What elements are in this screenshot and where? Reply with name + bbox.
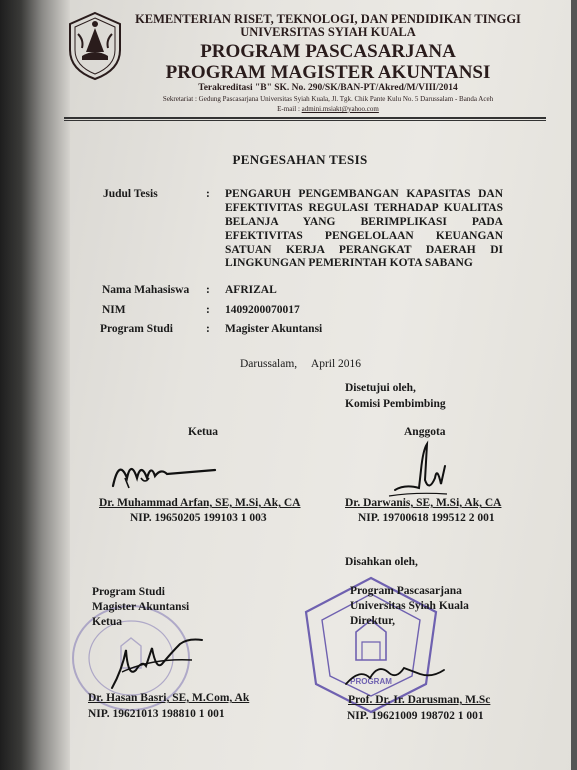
ratified-by: Disahkan oleh, xyxy=(345,556,418,568)
email-label: E-mail : xyxy=(277,105,302,113)
judul-line-6: LINGKUNGAN PEMERINTAH KOTA SABANG xyxy=(225,257,473,269)
page-edge xyxy=(571,0,577,770)
program-name: PROGRAM PASCASARJANA xyxy=(200,41,456,62)
prodi-colon: : xyxy=(206,323,210,335)
prodi-title-1: Program Studi xyxy=(92,586,165,598)
study-program-name: PROGRAM MAGISTER AKUNTANSI xyxy=(165,62,491,83)
judul-line-2: EFEKTIVITAS REGULASI TERHADAP KUALITAS xyxy=(225,202,503,214)
judul-line-4: EFEKTIVITAS PENGELOLAAN KEUANGAN xyxy=(225,230,503,242)
secretariat-address: Sekretariat : Gedung Pascasarjana Universitas Syiah Kuala, Jl. Tgk. Chik Pante Kulu No. 5 Darussalam - Banda Aceh xyxy=(162,95,494,103)
anggota-name: Dr. Darwanis, SE, M.Si, Ak, CA xyxy=(345,497,502,509)
nama-value: AFRIZAL xyxy=(225,284,277,296)
pasca-title-3: Direktur, xyxy=(350,615,396,627)
judul-label: Judul Tesis xyxy=(103,188,158,200)
email-line xyxy=(116,105,540,113)
nim-label: NIM xyxy=(102,304,126,316)
director-nip: NIP. 19621009 198702 1 001 xyxy=(347,710,484,722)
email-value: admini.msiakt@yahoo.com xyxy=(301,105,379,113)
director-name: Prof. Dr. Ir. Darusman, M.Sc xyxy=(348,694,491,706)
prodi-head-name: Dr. Hasan Basri, SE, M.Com, Ak xyxy=(88,692,250,704)
book-binding xyxy=(0,0,70,770)
judul-line-1: PENGARUH PENGEMBANGAN KAPASITAS DAN xyxy=(225,188,503,200)
prodi-head-nip: NIP. 19621013 198810 1 001 xyxy=(88,708,225,720)
pasca-title-1: Program Pascasarjana xyxy=(350,585,462,597)
prodi-value: Magister Akuntansi xyxy=(225,323,323,335)
judul-colon: : xyxy=(206,188,210,200)
nim-value: 1409200070017 xyxy=(225,304,300,316)
ketua-label: Ketua xyxy=(188,426,219,438)
header-rule xyxy=(64,117,546,119)
anggota-label: Anggota xyxy=(404,426,446,438)
pasca-title-2: Universitas Syiah Kuala xyxy=(350,600,469,612)
university-name: UNIVERSITAS SYIAH KUALA xyxy=(240,25,416,39)
judul-line-5: SATUAN KERJA PERANGKAT DAERAH DI xyxy=(225,244,503,256)
nim-colon: : xyxy=(206,304,210,316)
svg-text:PROGRAM: PROGRAM xyxy=(350,677,392,686)
header-rule-thin xyxy=(64,120,546,121)
approved-by: Disetujui oleh, xyxy=(345,382,416,394)
ketua-name: Dr. Muhammad Arfan, SE, M.Si, Ak, CA xyxy=(99,497,301,509)
anggota-nip: NIP. 19700618 199512 2 001 xyxy=(358,512,495,524)
prodi-label: Program Studi xyxy=(100,323,173,335)
place-date: Darussalam, April 2016 xyxy=(240,358,362,370)
judul-line-3: BELANJA YANG BERIMPLIKASI PADA xyxy=(225,216,503,228)
committee-label: Komisi Pembimbing xyxy=(345,398,446,410)
accreditation-line: Terakreditasi "B" SK. No. 290/SK/BAN-PT/Akred/M/VIII/2014 xyxy=(198,83,458,93)
nama-colon: : xyxy=(206,284,210,296)
nama-label: Nama Mahasiswa xyxy=(102,284,190,296)
ketua-nip: NIP. 19650205 199103 1 003 xyxy=(130,512,267,524)
prodi-title-2: Magister Akuntansi xyxy=(92,601,190,613)
prodi-title-3: Ketua xyxy=(92,616,123,628)
ministry-name: KEMENTERIAN RISET, TEKNOLOGI, DAN PENDIDIKAN TINGGI xyxy=(135,12,521,26)
document-title: PENGESAHAN TESIS xyxy=(232,152,368,167)
